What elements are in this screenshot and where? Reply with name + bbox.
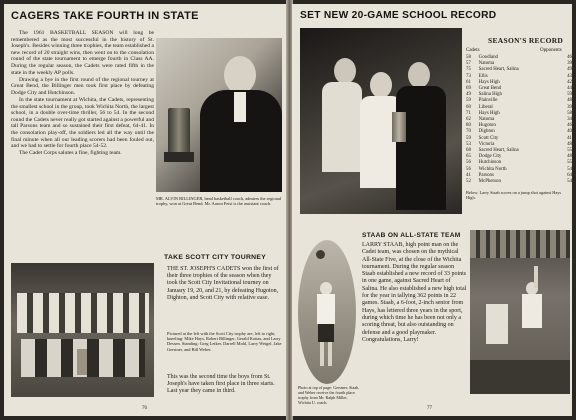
- cadets-score: 71: [466, 110, 471, 116]
- opponent-score: 64: [567, 172, 572, 178]
- page-number-right: 77: [427, 406, 432, 411]
- team-photo: [11, 263, 154, 397]
- cadets-score: 59: [466, 135, 471, 141]
- opponent-score: 48: [567, 141, 572, 147]
- opponent-score: 34: [567, 117, 572, 123]
- cadets-score: 65: [466, 154, 471, 160]
- col-opponents-header: Opponents: [540, 48, 562, 53]
- cadets-score: 62: [466, 117, 471, 123]
- story-paragraph-2: Drawing a bye in the first round of the regional tourney at Great Bend, the Billinger men took first place by defeating Dodge City and Hutchinson.: [11, 76, 154, 96]
- opponent-name: Dighton: [478, 129, 495, 135]
- left-headline: CAGERS TAKE FOURTH IN STATE: [11, 10, 199, 22]
- opponent-score: 39: [567, 61, 572, 67]
- coach-photo: [156, 38, 282, 192]
- opponent-score: 55: [567, 148, 572, 154]
- opponent-score: 49: [567, 67, 572, 73]
- opponent-name: Plainville: [478, 98, 498, 104]
- scott-city-trophy: [77, 349, 87, 375]
- cadets-score: 69: [466, 86, 471, 92]
- opponent-score: 55: [567, 160, 572, 166]
- right-page: [292, 4, 572, 416]
- opponent-score: 40: [567, 129, 572, 135]
- opponent-name: Natoma: [478, 61, 495, 67]
- opponent-name: Hays High: [478, 79, 500, 85]
- opponent-name: Dodge City: [478, 154, 502, 160]
- opponent-name: Liberal: [478, 104, 493, 110]
- group-photo-caption: Photo at top of page: Gerstner, Staab, and Weber receive the fourth place trophy from Mr. Ralph Miller, Wichita U. coach.: [298, 385, 360, 405]
- opponent-name: Natoma: [478, 117, 495, 123]
- opponent-name: Parsons: [478, 172, 494, 178]
- opponent-name: Great Bend: [478, 86, 502, 92]
- opponent-name: Victoria: [478, 141, 495, 147]
- opponent-score: 42: [567, 79, 572, 85]
- opponent-score: 48: [567, 154, 572, 160]
- opponent-score: 46: [567, 123, 572, 129]
- story-paragraph-4: The Cadet Corps salutes a fine, fighting team.: [19, 150, 122, 157]
- cadets-score: 56: [466, 166, 471, 172]
- season-record-title: SEASON'S RECORD: [488, 36, 564, 45]
- staab-photo: [298, 240, 356, 384]
- record-row: [466, 179, 572, 185]
- opponent-name: Ellis: [478, 73, 488, 79]
- cadets-score: 49: [466, 92, 471, 98]
- opponent-name: Sacred Heart, Salina: [478, 67, 519, 73]
- action-caption: Below: Larry Staab scores on a jump shot against Hays High.: [466, 190, 562, 201]
- opponent-name: Hutchinson: [478, 160, 502, 166]
- opponent-score: 54: [567, 179, 572, 185]
- story-paragraph-3: In the state tournament at Wichita, the Cadets, representing the smallest school in the group, took Wichita North, the largest school, in a double over-time thriller, 56 to 54. In the second round the Cadets never really got started against a powerful and tall Parsons team and so sustained their first defeat, 64-41. In the consolation play-off, the soldiers led all the way until the final minute when all our leading scorers had been fouled out, and we had to settle for fourth place 54-52.: [11, 96, 154, 150]
- opponent-score: 39: [567, 104, 572, 110]
- season-record-table: [466, 55, 572, 185]
- opponent-name: Hugoton: [478, 123, 496, 129]
- opponent-score: 41: [567, 135, 572, 141]
- opponent-score: 54: [567, 166, 572, 172]
- opponent-name: Hays High: [478, 110, 500, 116]
- cadets-score: 59: [466, 98, 471, 104]
- cadets-score: 70: [466, 129, 471, 135]
- opponent-score: 46: [567, 55, 572, 60]
- jump-shot-photo: [470, 230, 570, 394]
- opponent-name: Sacred Heart, Salina: [478, 148, 519, 154]
- season-story: [11, 30, 154, 157]
- coach-head: [224, 56, 256, 94]
- cadets-score: 61: [466, 79, 471, 85]
- cadets-score: 56: [466, 160, 471, 166]
- opponent-score: 48: [567, 98, 572, 104]
- cadets-score: 60: [466, 104, 471, 110]
- opponent-name: Wichita North: [478, 166, 507, 172]
- team-caption: Pictured at the left with the Scott City trophy are, left to right, kneeling: Mike Hays, Robert Billinger, Gerald Kottas, and Larry Dessen. Standing: Greg Leiker, Darrell Mohl, Larry Weigel, Jake Gerstner, and Bill Weber.: [167, 331, 282, 352]
- opponent-score: 43: [567, 73, 572, 79]
- opponent-score: 44: [567, 86, 572, 92]
- opponent-name: Salina High: [478, 92, 502, 98]
- cadets-score: 75: [466, 67, 471, 73]
- cadets-score: 58: [466, 55, 471, 60]
- opponent-score: 59: [567, 92, 572, 98]
- scott-city-subhead: TAKE SCOTT CITY TOURNEY: [164, 254, 267, 261]
- left-page: [4, 4, 287, 416]
- fourth-place-trophy: [392, 112, 406, 142]
- cadets-score: 68: [466, 148, 471, 154]
- staab-headline: STAAB ON ALL-STATE TEAM: [362, 232, 461, 239]
- story-paragraph-1: The 1961 BASKETBALL SEASON will long be remembered as the most successful in the history of St. Joseph's. Besides winning three trophies, the team established a new record of 20 straight wins, then went on to the consolation round of the state tournament to emerge fourth in Class AA. During the regular season, the Cadets were rated fifth in the state in the weekly AP polls.: [11, 30, 154, 76]
- scott-city-text: THE ST. JOSEPH'S CADETS won the first of their three trophies of the season when they took the Scott City Invitational tourney on January 19, 20, and 21, by defeating Hugoton, Dighton, and Scott City with relative ease.: [167, 266, 279, 301]
- opponent-name: Goodland: [478, 55, 498, 60]
- basketball: [316, 250, 325, 259]
- col-cadets-header: Cadets: [466, 48, 480, 53]
- cadets-score: 80: [466, 123, 471, 129]
- cadets-score: 57: [466, 61, 471, 67]
- cadets-score: 73: [466, 73, 471, 79]
- opponent-name: Scott City: [478, 135, 499, 141]
- right-headline: SET NEW 20-GAME SCHOOL RECORD: [300, 10, 497, 21]
- staab-text: LARRY STAAB, high point man on the Cadet team, was chosen on the mythical All-State Five, at the close of the Wichita tournament. During the regular season Staab established a new record of 33 points in one game, against Sacred Heart of Salina. He also established a new high total for the year in tallying 362 points in 22 games. Staab, a 6-foot, 2-inch senior from Hays, has lettered three years in the sport, during which time he has been not only a scoring threat, but also outstanding on defense and a good playmaker. Congratulations, Larry!: [362, 242, 467, 343]
- opponent-score: 58: [567, 110, 572, 116]
- closing-text: This was the second time the boys from St. Joseph's have taken first place in three starts. Last year they came in third.: [167, 374, 275, 395]
- trophy-presentation-photo: [300, 28, 462, 214]
- cadets-score: 53: [466, 141, 471, 147]
- coach-caption: MR. ALVIN BILLINGER, head basketball coach, admires the regional trophy, won at Great Bend. Mr. Aaron Feist is the assistant coach.: [156, 196, 282, 207]
- page-number-left: 76: [142, 406, 147, 411]
- trophy: [168, 108, 190, 154]
- opponent-name: McPherson: [478, 179, 501, 185]
- cadets-score: 52: [466, 179, 471, 185]
- cadets-score: 41: [466, 172, 471, 178]
